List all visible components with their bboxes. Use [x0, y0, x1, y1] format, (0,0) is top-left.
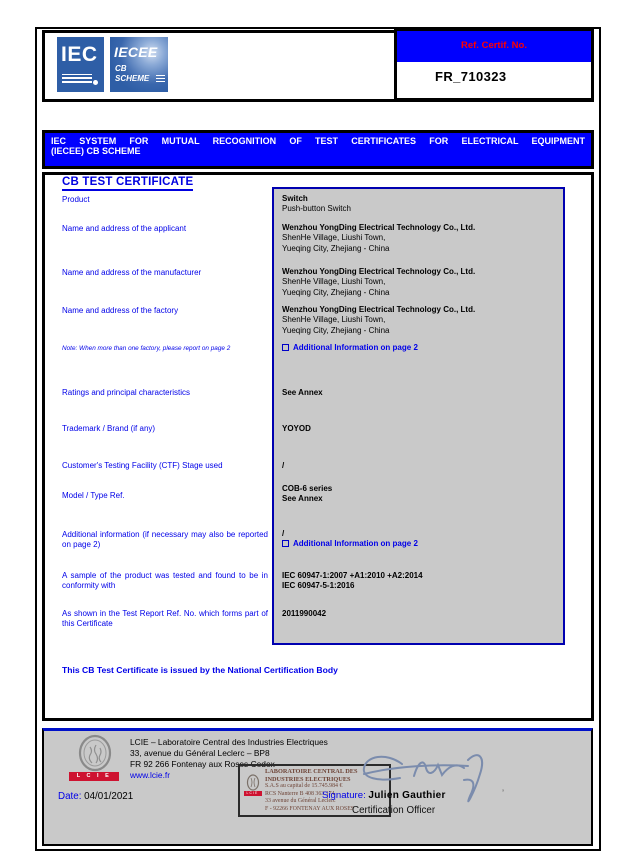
signature-scribble-icon [356, 748, 496, 824]
iecee-cb-scheme-logo [110, 37, 168, 92]
trademark-value: YOYOD [282, 424, 311, 433]
lcie-stamp-emblem-icon [243, 768, 262, 813]
iecee-cb-text: CB [115, 64, 127, 73]
certificate-number: FR_710323 [435, 69, 507, 84]
iecee-scheme-text: SCHEME [115, 74, 150, 83]
banner-line1: IEC SYSTEM FOR MUTUAL RECOGNITION OF TEST CERTIFICATES FOR ELECTRICAL EQUIPMENT [51, 136, 585, 146]
conformity-label: A sample of the product was tested and found to be in conformity with [62, 571, 268, 590]
signature-tick-mark: ’ [502, 788, 504, 798]
model-value: COB-6 series See Annex [282, 484, 333, 504]
org-street: 33, avenue du Général Leclerc – BP8 [130, 747, 270, 758]
date-value: 04/01/2021 [84, 791, 134, 802]
ref-certif-no-label: Ref. Certif. No. [397, 31, 591, 62]
applicant-label: Name and address of the applicant [62, 224, 187, 233]
date-label: Date: [58, 791, 82, 802]
ctf-value: / [282, 461, 285, 470]
test-report-value: 2011990042 [282, 609, 327, 618]
org-website-link[interactable]: www.lcie.fr [130, 769, 171, 780]
product-value: Switch Push-button Switch [282, 194, 351, 214]
certificate-title: CB TEST CERTIFICATE [62, 176, 193, 191]
banner-line2: (IECEE) CB SCHEME [51, 146, 141, 156]
factory-value: Wenzhou YongDing Electrical Technology Co., Ltd. ShenHe Village, Liushi Town, Yueqing City, Zhejiang - China [282, 305, 476, 335]
org-city: FR 92 266 Fontenay aux Roses Cedex [130, 758, 275, 769]
lcie-stamp-label: LCIE [244, 791, 262, 796]
trademark-label: Trademark / Brand (if any) [62, 424, 156, 433]
scheme-banner [42, 130, 594, 169]
iec-logo-bars-icon [62, 74, 92, 85]
signature-title: Certification Officer [352, 805, 436, 816]
signature-label: Signature: [322, 790, 366, 801]
model-label: Model / Type Ref. [62, 491, 125, 500]
manufacturer-value: Wenzhou YongDing Electrical Technology Co., Ltd. ShenHe Village, Liushi Town, Yueqing City, Zhejiang - China [282, 267, 476, 297]
org-name: LCIE – Laboratoire Central des Industries Electriques [130, 737, 328, 747]
ratings-value: See Annex [282, 388, 323, 397]
factory-label: Name and address of the factory [62, 306, 179, 315]
factory-additional-info: Additional Information on page 2 [282, 343, 554, 353]
conformity-value: IEC 60947-1:2007 +A1:2010 +A2:2014 IEC 60947-5-1:2016 [282, 571, 423, 591]
factory-additional-info-checkbox[interactable] [282, 344, 289, 351]
lcie-emblem-label: L C I E [69, 772, 119, 781]
stamp-text: LABORATOIRE CENTRAL DES INDUSTRIES ELECTRIQUES S.A.S au capital de 15.745.984 € RCS Nanterre B 408 363 174 33 avenue du Général Leclerc F - 92266 FONTENAY AUX ROSES [265, 768, 358, 812]
product-label: Product [62, 195, 90, 204]
manufacturer-label: Name and address of the manufacturer [62, 268, 202, 277]
iec-logo [57, 37, 104, 92]
additional-info-checkbox[interactable] [282, 540, 289, 547]
additional-info-value: / Additional Information on page 2 [282, 529, 418, 549]
factory-note-label: Note: When more than one factory, please report on page 2 [62, 345, 231, 352]
issued-statement: This CB Test Certificate is issued by the National Certification Body [62, 665, 338, 675]
ctf-label: Customer's Testing Facility (CTF) Stage used [62, 461, 223, 470]
iec-logo-text: IEC [61, 43, 98, 66]
additional-info-label: Additional information (if necessary may also be reported on page 2) [62, 530, 268, 549]
signature-name: Julien Gauthier [368, 790, 446, 801]
test-report-label: As shown in the Test Report Ref. No. which forms part of this Certificate [62, 609, 268, 628]
ratings-label: Ratings and principal characteristics [62, 388, 191, 397]
ref-certificate-box [394, 28, 594, 101]
iec-logo-dot-icon [93, 80, 98, 85]
iecee-logo-bars-icon [156, 75, 165, 84]
iecee-logo-text: IECEE [114, 44, 158, 60]
date-line [58, 791, 133, 802]
lcie-emblem-icon [74, 733, 116, 773]
applicant-value: Wenzhou YongDing Electrical Technology Co., Ltd. ShenHe Village, Liushi Town, Yueqing City, Zhejiang - China [282, 223, 476, 253]
